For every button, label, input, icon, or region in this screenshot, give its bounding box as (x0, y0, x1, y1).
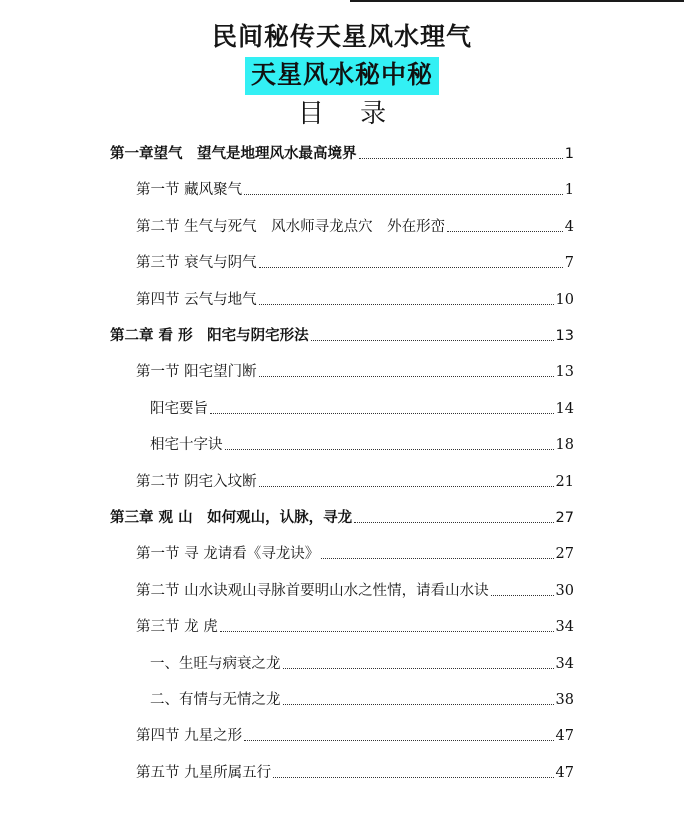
toc-entry-label: 二、有情与无情之龙 (150, 692, 281, 708)
toc-entry (110, 322, 574, 346)
dot-leader (259, 267, 563, 268)
toc-entry (150, 686, 574, 710)
toc-entry-label: 第二节 山水诀观山寻脉首要明山水之性情，请看山水诀 (136, 582, 489, 599)
toc-entry-page-number: 13 (555, 364, 574, 381)
dot-leader (311, 340, 554, 341)
toc-entry-label: 第四节 云气与地气 (136, 291, 257, 308)
toc-entry-page-number: 7 (564, 255, 574, 272)
toc-entry-label: 第一节 寻 龙请看《寻龙诀》 (136, 546, 320, 563)
dot-leader (225, 449, 554, 450)
document-title: 民间秘传天星风水理气 (211, 22, 472, 51)
toc-entry-label: 第二章 看 形 阳宅与阴宅形法 (110, 328, 309, 344)
toc-entry-page-number: 18 (555, 437, 574, 454)
toc-entry-page-number: 34 (555, 619, 574, 636)
dot-leader (283, 668, 554, 669)
dot-leader (447, 231, 563, 232)
toc-entry-page-number: 14 (555, 400, 574, 417)
toc-entry (136, 213, 574, 237)
toc-entry (150, 431, 574, 455)
toc-entry-label: 第一节 阳宅望门断 (136, 364, 257, 381)
dot-leader (244, 194, 563, 195)
toc-entry-label: 一、生旺与病衰之龙 (150, 655, 281, 672)
dot-leader (491, 595, 554, 596)
toc-entry (110, 504, 574, 528)
toc-entry (136, 759, 574, 783)
toc-entry-label: 第一节 藏风聚气 (136, 182, 243, 199)
toc-entry-label: 相宅十字诀 (150, 437, 223, 454)
toc-entry (136, 176, 574, 200)
toc-entry-label: 第三章 观 山 如何观山，认脉，寻龙 (110, 510, 353, 526)
toc-entry-label: 阳宅要旨 (150, 400, 208, 417)
toc-entry-label: 第二节 生气与死气 风水师寻龙点穴 外在形峦 (136, 218, 446, 235)
dot-leader (283, 704, 554, 705)
toc-entry-page-number: 38 (555, 692, 574, 708)
toc-entry (136, 613, 574, 637)
toc-entry (136, 468, 574, 492)
dot-leader (259, 304, 554, 305)
dot-leader (210, 413, 554, 414)
toc-entry (136, 722, 574, 746)
dot-leader (273, 777, 553, 778)
dot-leader (321, 558, 553, 559)
toc-entry (136, 358, 574, 382)
toc-entry-page-number: 1 (564, 182, 574, 199)
toc-entry (136, 286, 574, 310)
toc-entry (136, 540, 574, 564)
toc-entry-label: 第三节 衰气与阴气 (136, 255, 257, 272)
toc-heading: 目 录 (297, 99, 401, 129)
toc-entry-page-number: 1 (564, 146, 574, 162)
toc-entry-page-number: 10 (555, 291, 574, 308)
toc-entry-page-number: 47 (555, 728, 574, 745)
dot-leader (259, 376, 554, 377)
toc-entry (150, 395, 574, 419)
toc-entry (150, 650, 574, 674)
dot-leader (220, 631, 554, 632)
toc-entry-page-number: 30 (555, 582, 574, 599)
dot-leader (359, 158, 563, 159)
toc-entry-label: 第一章望气 望气是地理风水最高境界 (110, 146, 357, 162)
toc-entry-page-number: 21 (555, 473, 574, 490)
toc-entry-page-number: 27 (555, 546, 574, 563)
toc-entry (136, 577, 574, 601)
toc-entry-label: 第五节 九星所属五行 (136, 764, 272, 781)
toc-entry-page-number: 27 (555, 510, 574, 526)
toc-entry-page-number: 34 (555, 655, 574, 672)
toc-entry-label: 第二节 阴宅入坟断 (136, 473, 257, 490)
dot-leader (244, 740, 553, 741)
dot-leader (259, 486, 554, 487)
toc-entry-page-number: 47 (555, 764, 574, 781)
toc-entry-page-number: 13 (555, 328, 574, 344)
toc-entry (110, 140, 574, 164)
toc-entry (136, 249, 574, 273)
dot-leader (354, 522, 553, 523)
document-subtitle: 天星风水秘中秘 (245, 57, 439, 95)
toc-entry-page-number: 4 (564, 218, 574, 235)
toc-entry-label: 第三节 龙 虎 (136, 619, 218, 636)
toc-entry-label: 第四节 九星之形 (136, 728, 243, 745)
